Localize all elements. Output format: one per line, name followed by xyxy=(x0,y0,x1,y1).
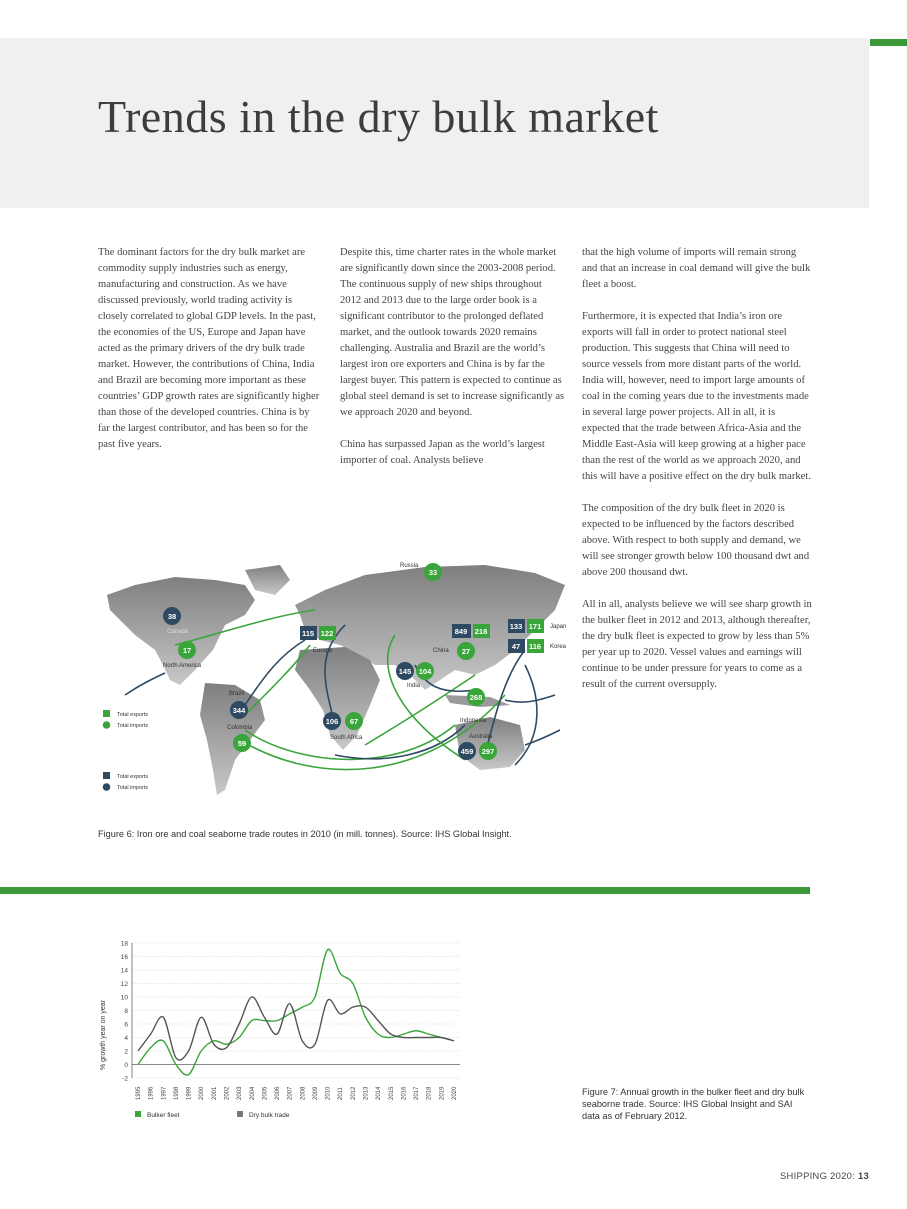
growth-line-chart xyxy=(95,935,475,1125)
label-japan: Japan xyxy=(550,624,567,630)
x-tick-label: 2010 xyxy=(325,1086,332,1100)
section-divider xyxy=(0,887,810,894)
label-south-africa: South Africa xyxy=(330,735,363,741)
value-korea-imp: 116 xyxy=(528,642,542,651)
accent-bar xyxy=(870,39,907,46)
value-colombia: 59 xyxy=(237,739,247,748)
value-china-exp: 849 xyxy=(454,627,468,636)
y-tick-label: 14 xyxy=(120,967,128,975)
label-colombia: Colombia xyxy=(227,725,253,731)
greenland-shape xyxy=(245,565,290,595)
x-tick-label: 1995 xyxy=(136,1086,142,1100)
value-brazil: 344 xyxy=(232,706,246,715)
x-tick-label: 1996 xyxy=(148,1086,155,1100)
value-china-imp: 218 xyxy=(474,627,488,636)
value-india-imp: 104 xyxy=(418,667,432,676)
x-tick-label: 1999 xyxy=(186,1086,193,1100)
value-indonesia: 268 xyxy=(469,693,483,702)
paragraph: that the high volume of imports will remain strong and that an increase in coal demand will give the bulk fleet a boost. xyxy=(582,247,811,290)
page-number: 13 xyxy=(857,1170,869,1181)
value-korea-exp: 47 xyxy=(511,642,521,651)
x-tick-label: 2019 xyxy=(439,1086,446,1100)
y-tick-label: 4 xyxy=(124,1035,128,1042)
value-china-coal: 27 xyxy=(461,647,471,656)
x-tick-label: 2003 xyxy=(237,1086,244,1100)
x-tick-label: 2015 xyxy=(388,1086,395,1100)
label-russia: Russia xyxy=(400,563,419,569)
y-tick-label: 16 xyxy=(120,954,128,961)
trade-routes-map xyxy=(95,555,585,805)
x-tick-label: 2018 xyxy=(426,1086,433,1100)
value-sa-exp: 106 xyxy=(325,717,339,726)
x-tick-label: 2020 xyxy=(452,1086,458,1100)
legend-swatch-trade xyxy=(237,1111,243,1117)
paragraph: Despite this, time charter rates in the whole market are significantly down since the 2003-2008 period. The continuous supply of new ships throughout 2012 and 2013 due to the large order book is a significant contributor to the prolonged deflated market, and the outlook towards 2020 remains challenging. Australia and Brazil are the world’s largest iron ore exporters and China is by far the largest buyer. This pattern is expected to continue as global steel demand is set to increase significantly as we approach 2020 and beyond. xyxy=(340,247,565,418)
label-china: China xyxy=(433,648,449,654)
value-europe-exp: 115 xyxy=(301,629,315,638)
figure-6-caption: Figure 6: Iron ore and coal seaborne trade routes in 2010 (in mill. tonnes). Source: IHS Global Insight. xyxy=(98,829,512,839)
label-india: India xyxy=(407,683,421,689)
x-tick-label: 2005 xyxy=(262,1086,269,1100)
label-indonesia: Indonesia xyxy=(460,718,487,724)
value-sa-imp: 67 xyxy=(349,717,359,726)
x-tick-label: 2017 xyxy=(414,1086,421,1100)
y-axis-label: % growth year on year xyxy=(100,999,107,1071)
value-india-exp: 145 xyxy=(398,667,412,676)
y-tick-label: 8 xyxy=(124,1008,128,1015)
x-tick-label: 1997 xyxy=(161,1086,168,1100)
page-title: Trends in the dry bulk market xyxy=(98,91,659,142)
legend-swatch-bulker xyxy=(135,1111,141,1117)
paragraph: The dominant factors for the dry bulk market are commodity supply industries such as energy, manufacturing and construction. As we have discussed previously, world trading activity is closely correlated to global GDP levels. In the past, the economies of the US, Europe and Japan have acted as the primary drivers of the dry bulk trade market. However, the contributions of China, India and Brazil are becoming more important as these countries’ GDP growth rates are significantly higher than those of the developed countries. China is by far the largest contributor, and has been so for the past five years. xyxy=(98,247,320,450)
x-tick-label: 2001 xyxy=(211,1086,218,1100)
legend-green-imports: Total imports xyxy=(117,723,149,729)
legend-navy-exports: Total exports xyxy=(117,774,149,780)
x-tick-label: 2009 xyxy=(312,1086,319,1100)
paragraph: China has surpassed Japan as the world’s largest importer of coal. Analysts believe xyxy=(340,439,545,466)
label-canada: Canada xyxy=(167,629,189,635)
legend-navy-imports: Total imports xyxy=(117,785,149,791)
value-russia: 33 xyxy=(428,568,438,577)
value-north-america: 17 xyxy=(182,646,192,655)
label-europe: Europe xyxy=(313,648,333,654)
y-tick-label: 12 xyxy=(120,981,128,988)
figure-7-caption: Figure 7: Annual growth in the bulker fleet and dry bulk seaborne trade. Source: IHS Global Insight and SAI data as of February 2012. xyxy=(582,1087,805,1121)
y-tick-label: 10 xyxy=(120,994,128,1002)
x-tick-label: 2008 xyxy=(300,1086,307,1100)
x-tick-label: 2002 xyxy=(224,1086,231,1100)
x-tick-label: 1998 xyxy=(173,1086,180,1100)
x-tick-label: 2007 xyxy=(287,1086,294,1100)
y-tick-label: 6 xyxy=(124,1021,128,1029)
y-tick-label: 2 xyxy=(124,1048,128,1056)
x-tick-label: 2006 xyxy=(275,1086,282,1100)
value-japan-exp: 133 xyxy=(509,622,523,631)
x-tick-label: 2014 xyxy=(376,1086,383,1100)
value-canada: 38 xyxy=(167,612,177,621)
y-tick-label: -2 xyxy=(122,1075,128,1083)
x-tick-label: 2011 xyxy=(338,1087,345,1100)
body-column-2 xyxy=(340,245,565,485)
legend-green-exports: Total exports xyxy=(117,712,149,718)
label-north-america: North America xyxy=(163,663,202,669)
value-aus-imp: 297 xyxy=(481,747,495,756)
y-tick-label: 18 xyxy=(120,940,128,948)
y-tick-label: 0 xyxy=(124,1062,128,1069)
series-line-dry-bulk-trade xyxy=(138,997,454,1060)
value-aus-exp: 459 xyxy=(460,747,474,756)
paragraph: All in all, analysts believe we will see sharp growth in the bulker fleet in 2012 and 2013, although thereafter, the dry bulk fleet is expected to grow by less than 5% per year up to 2020. Vessel values and earnings will continue to be under pressure for years to come as a result of the current oversupply. xyxy=(582,599,812,690)
south-america-shape xyxy=(200,683,265,795)
label-korea: Korea xyxy=(550,644,567,650)
paragraph: Furthermore, it is expected that India’s iron ore exports will fall in order to protect national steel production. This suggests that China will need to source vessels from more distant parts of the world. India will, however, need to import large amounts of coal in the coming years due to the investments made in several large power projects. All in all, it is expected that the trade between Africa-Asia and the Middle East-Asia will keep growing at a higher pace than the rest of the world as we approach 2020, and this will have a positive effect on the dry bulk market. xyxy=(582,311,811,482)
x-tick-label: 2000 xyxy=(199,1086,206,1100)
x-tick-label: 2013 xyxy=(363,1086,370,1100)
x-tick-label: 2012 xyxy=(350,1086,357,1100)
legend-bulker-fleet: Bulker fleet xyxy=(147,1112,180,1119)
page-footer xyxy=(780,1170,869,1181)
label-australia: Australia xyxy=(469,734,493,740)
body-column-3 xyxy=(582,245,812,709)
value-europe-imp: 122 xyxy=(320,629,334,638)
footer-label: SHIPPING 2020: xyxy=(779,1170,856,1181)
x-tick-label: 2016 xyxy=(401,1086,408,1100)
legend-dry-bulk-trade: Dry bulk trade xyxy=(249,1112,290,1119)
value-japan-imp: 171 xyxy=(528,622,542,631)
paragraph: The composition of the dry bulk fleet in 2020 is expected to be influenced by the factors described above. With respect to both supply and demand, we will see stronger growth below 100 thousand dwt and above 200 thousand dwt. xyxy=(582,503,810,578)
x-tick-label: 2004 xyxy=(249,1086,256,1100)
label-brazil: Brazil xyxy=(229,691,245,697)
body-column-1 xyxy=(98,245,323,469)
